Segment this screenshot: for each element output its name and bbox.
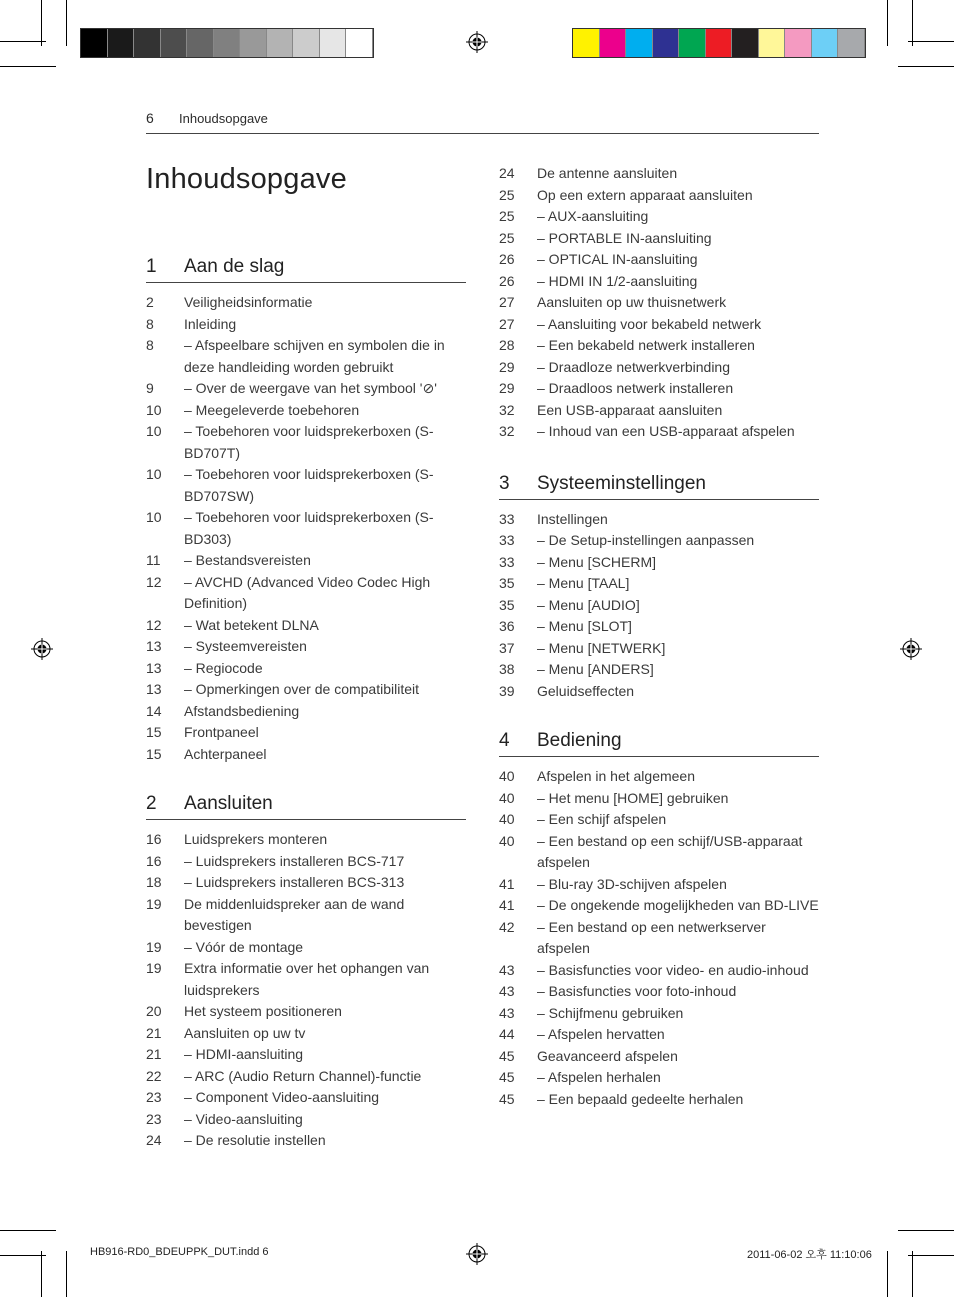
toc-entry-text: Afstandsbediening <box>184 702 300 719</box>
toc-entry-text: – Component Video-aansluiting <box>184 1089 380 1105</box>
crop-mark <box>66 0 67 46</box>
color-swatch <box>108 29 135 57</box>
toc-entry <box>146 872 466 894</box>
section-title: Aansluiten <box>184 793 273 814</box>
toc-page-number: 37 <box>499 639 515 656</box>
toc-entry <box>146 851 466 873</box>
toc-page-number: 26 <box>499 251 515 267</box>
toc-entry <box>499 552 819 574</box>
toc-page-number: 10 <box>146 423 162 439</box>
toc-entry <box>499 335 819 357</box>
toc-entry-text: Inleiding <box>184 315 237 332</box>
color-swatch <box>785 29 812 57</box>
toc-entry-text: – Bestandsvereisten <box>184 552 311 568</box>
toc-entry <box>499 1046 819 1068</box>
toc-page-number: 2 <box>146 294 154 310</box>
crop-mark <box>41 1251 42 1297</box>
toc-entry-text: – Een schijf afspelen <box>537 811 667 827</box>
toc-page-number: 8 <box>146 315 154 332</box>
toc-page-number: 40 <box>499 811 515 827</box>
toc-entry-text: – Draadloze netwerkverbinding <box>537 358 730 375</box>
toc-entry-text: – Inhoud van een USB-apparaat afspelen <box>537 423 795 439</box>
toc-entry <box>499 292 819 314</box>
toc-entry-text: – Aansluiting voor bekabeld netwerk <box>537 315 762 332</box>
toc-entry-text: – Opmerkingen over de compatibiliteit <box>184 681 420 697</box>
color-swatch <box>653 29 680 57</box>
toc-page-number: 40 <box>499 768 515 784</box>
toc-section <box>146 256 466 765</box>
toc-entry-text: – Afspelen herhalen <box>537 1069 661 1085</box>
toc-page-number: 14 <box>146 702 162 719</box>
toc-entry <box>146 292 466 314</box>
toc-entry <box>146 658 466 680</box>
toc-entry-text: – Toebehoren voor luidsprekerboxen (S-BD303) <box>184 509 434 547</box>
section-title: Bediening <box>537 730 622 751</box>
toc-entry <box>499 1067 819 1089</box>
toc-page-number: 42 <box>499 918 515 935</box>
crop-mark <box>887 1251 888 1297</box>
toc-entry-text: – Vóór de montage <box>184 938 304 955</box>
crop-mark <box>0 66 56 67</box>
section-title: Systeeminstellingen <box>537 472 706 494</box>
toc-entry-text: – Een bepaald gedeelte herhalen <box>537 1090 744 1107</box>
toc-page-number: 45 <box>499 1047 515 1064</box>
color-swatch <box>320 29 347 57</box>
toc-entry-list <box>499 509 819 703</box>
toc-entry-text: Geluidseffecten <box>537 682 635 699</box>
toc-page-number: 16 <box>146 831 162 847</box>
toc-entry <box>499 981 819 1003</box>
toc-entry <box>146 1130 466 1152</box>
toc-page-number: 21 <box>146 1046 162 1062</box>
toc-entry-text: – Een bekabeld netwerk installeren <box>537 337 755 353</box>
toc-page-number: 19 <box>146 938 162 955</box>
section-heading <box>146 793 466 820</box>
color-swatch <box>706 29 733 57</box>
toc-entry <box>499 766 819 788</box>
color-swatch <box>134 29 161 57</box>
toc-entry-text: – Afspelen hervatten <box>537 1026 665 1042</box>
toc-entry-text: Luidsprekers monteren <box>184 831 328 847</box>
toc-entry-text: Frontpaneel <box>184 724 259 740</box>
color-swatch <box>600 29 627 57</box>
toc-entry-text: Afspelen in het algemeen <box>537 768 695 784</box>
toc-entry <box>499 163 819 185</box>
toc-section <box>499 730 819 1110</box>
toc-entry-text: – Toebehoren voor luidsprekerboxen (S-BD707SW) <box>184 466 434 504</box>
toc-entry-text: – Menu [NETWERK] <box>537 639 666 656</box>
section-number: 2 <box>146 793 157 814</box>
toc-entry <box>499 530 819 552</box>
toc-page-number: 15 <box>146 724 162 740</box>
toc-page-number: 15 <box>146 745 162 762</box>
toc-entry <box>499 400 819 422</box>
toc-entry-text: – HDMI IN 1/2-aansluiting <box>537 272 698 289</box>
color-swatch <box>187 29 214 57</box>
toc-page-number: 32 <box>499 401 515 418</box>
color-swatch <box>838 29 865 57</box>
toc-entry <box>146 1087 466 1109</box>
toc-page-number: 29 <box>499 358 515 375</box>
toc-entry-text: – De Setup-instellingen aanpassen <box>537 532 755 548</box>
toc-entry-text: – Toebehoren voor luidsprekerboxen (S-BD707T) <box>184 423 434 461</box>
toc-entry-list <box>499 766 819 1110</box>
toc-entry-text: – Regiocode <box>184 659 263 676</box>
toc-entry <box>146 314 466 336</box>
color-swatch <box>293 29 320 57</box>
toc-entry-text: De middenluidspreker aan de wand bevestigen <box>184 895 405 933</box>
toc-entry <box>146 615 466 637</box>
toc-entry <box>499 271 819 293</box>
toc-entry-text: – Blu-ray 3D-schijven afspelen <box>537 875 727 892</box>
crop-mark <box>0 41 46 42</box>
toc-entry-text: Veiligheidsinformatie <box>184 294 313 310</box>
toc-entry <box>499 573 819 595</box>
registration-crosshair-icon <box>900 638 922 660</box>
toc-entry <box>499 616 819 638</box>
toc-page-number: 21 <box>146 1024 162 1041</box>
toc-entry <box>146 679 466 701</box>
section-number: 3 <box>499 472 510 494</box>
toc-right-column <box>499 163 819 1138</box>
toc-page-number: 26 <box>499 272 515 289</box>
toc-page-number: 44 <box>499 1026 515 1042</box>
toc-page-number: 27 <box>499 315 515 332</box>
toc-entry <box>146 421 466 464</box>
toc-entry <box>146 550 466 572</box>
toc-page-number: 11 <box>146 552 161 568</box>
toc-page-number: 29 <box>499 380 515 396</box>
toc-page-number: 9 <box>146 380 154 396</box>
toc-entry <box>146 636 466 658</box>
toc-entry <box>499 314 819 336</box>
toc-page-number: 32 <box>499 423 515 439</box>
toc-entry <box>146 1044 466 1066</box>
color-swatch <box>81 29 108 57</box>
footer-timestamp: 2011-06-02 오후 11:10:06 <box>747 1249 872 1261</box>
toc-entry <box>146 829 466 851</box>
toc-page-number: 19 <box>146 960 162 976</box>
toc-entry-text: – Draadloos netwerk installeren <box>537 380 734 396</box>
toc-entry <box>146 335 466 378</box>
toc-entry-text: – Een bestand op een schijf/USB-apparaat afspelen <box>537 832 803 870</box>
toc-entry <box>146 958 466 1001</box>
toc-page-number: 43 <box>499 1004 515 1021</box>
toc-entry-text: Op een extern apparaat aansluiten <box>537 186 753 203</box>
toc-entry <box>146 744 466 766</box>
crop-mark <box>908 1255 954 1256</box>
toc-page-number: 25 <box>499 186 515 203</box>
toc-entry-text: – De resolutie instellen <box>184 1132 326 1148</box>
crop-mark <box>41 0 42 46</box>
section-number: 4 <box>499 730 510 751</box>
color-swatch <box>626 29 653 57</box>
toc-entry-text: – Luidsprekers installeren BCS-717 <box>184 852 405 869</box>
toc-page-number: 20 <box>146 1003 162 1019</box>
toc-entry-list <box>146 829 466 1152</box>
toc-page-number: 40 <box>499 832 515 849</box>
toc-entry <box>499 421 819 443</box>
toc-entry <box>499 228 819 250</box>
toc-entry-text: – Wat betekent DLNA <box>184 616 319 633</box>
toc-entry <box>146 1109 466 1131</box>
toc-entry-text: – Een bestand op een netwerkserver afspelen <box>537 918 766 956</box>
crop-mark <box>898 1230 954 1231</box>
color-swatch <box>240 29 267 57</box>
toc-entry <box>146 1023 466 1045</box>
section-title: Aan de slag <box>184 256 285 277</box>
toc-entry <box>499 509 819 531</box>
section-heading <box>499 473 819 500</box>
crop-mark <box>912 1251 913 1297</box>
toc-page-number: 10 <box>146 466 162 482</box>
toc-entry-text: – Systeemvereisten <box>184 638 307 654</box>
toc-entry <box>499 659 819 681</box>
toc-page-number: 27 <box>499 294 515 310</box>
toc-entry-text: – ARC (Audio Return Channel)-functie <box>184 1067 422 1084</box>
toc-entry-text: – Video-aansluiting <box>184 1110 303 1127</box>
toc-page-number: 43 <box>499 983 515 999</box>
toc-page-number: 45 <box>499 1090 515 1107</box>
toc-entry <box>146 464 466 507</box>
toc-page-number: 45 <box>499 1069 515 1085</box>
toc-entry <box>499 874 819 896</box>
color-swatch <box>346 29 373 57</box>
toc-page-number: 43 <box>499 961 515 978</box>
toc-entry-text: Extra informatie over het ophangen van luidsprekers <box>184 960 430 998</box>
toc-page-number: 24 <box>499 165 515 181</box>
toc-page-number: 24 <box>146 1132 162 1148</box>
toc-entry-text: Een USB-apparaat aansluiten <box>537 401 723 418</box>
toc-entry-list <box>499 163 819 443</box>
toc-entry-text: Aansluiten op uw thuisnetwerk <box>537 294 727 310</box>
toc-section <box>499 473 819 703</box>
toc-page-number: 35 <box>499 596 515 613</box>
toc-page-number: 22 <box>146 1067 162 1084</box>
toc-page-number: 35 <box>499 575 515 591</box>
color-bar <box>572 28 866 58</box>
toc-entry <box>499 681 819 703</box>
toc-entry-text: – De ongekende mogelijkheden van BD-LIVE <box>537 897 819 913</box>
toc-entry-list <box>146 292 466 765</box>
toc-entry-text: – Menu [SLOT] <box>537 618 632 634</box>
crop-mark <box>898 66 954 67</box>
crop-mark <box>912 0 913 46</box>
section-heading <box>146 256 466 283</box>
toc-left-column <box>146 256 466 1180</box>
toc-entry <box>146 1066 466 1088</box>
registration-crosshair-icon <box>466 1243 488 1265</box>
toc-entry-text: – HDMI-aansluiting <box>184 1046 304 1062</box>
toc-entry <box>499 357 819 379</box>
grayscale-bar <box>80 28 374 58</box>
toc-page-number: 41 <box>499 875 515 892</box>
running-title: Inhoudsopgave <box>179 111 268 126</box>
toc-page-number: 36 <box>499 618 515 634</box>
toc-page-number: 12 <box>146 616 162 633</box>
toc-page-number: 8 <box>146 337 154 353</box>
toc-page-number: 18 <box>146 874 162 890</box>
toc-page-number: 10 <box>146 509 162 525</box>
section-number: 1 <box>146 256 157 277</box>
color-swatch <box>573 29 600 57</box>
toc-page-number: 28 <box>499 337 515 353</box>
toc-entry-text: – Het menu [HOME] gebruiken <box>537 789 729 806</box>
toc-page-number: 19 <box>146 895 162 912</box>
toc-entry <box>146 1001 466 1023</box>
toc-entry <box>499 595 819 617</box>
toc-page-number: 12 <box>146 573 162 590</box>
toc-entry <box>499 378 819 400</box>
toc-entry <box>499 809 819 831</box>
toc-entry <box>499 831 819 874</box>
toc-page-number: 33 <box>499 510 515 527</box>
toc-entry-text: – PORTABLE IN-aansluiting <box>537 229 712 246</box>
toc-entry <box>146 507 466 550</box>
toc-entry <box>146 894 466 937</box>
toc-page-number: 16 <box>146 852 162 869</box>
color-swatch <box>812 29 839 57</box>
toc-entry-text: – Menu [SCHERM] <box>537 553 657 570</box>
registration-crosshair-icon <box>466 31 488 53</box>
toc-page-number: 41 <box>499 897 515 913</box>
toc-entry <box>146 572 466 615</box>
section-heading <box>499 730 819 757</box>
toc-entry-text: Aansluiten op uw tv <box>184 1024 306 1041</box>
toc-entry-text: Instellingen <box>537 510 608 527</box>
toc-entry-text: Geavanceerd afspelen <box>537 1047 678 1064</box>
toc-entry <box>146 378 466 400</box>
toc-entry <box>146 701 466 723</box>
registration-crosshair-icon <box>31 638 53 660</box>
toc-entry <box>146 722 466 744</box>
footer-filename: HB916-RD0_BDEUPPK_DUT.indd 6 <box>90 1246 269 1258</box>
toc-entry <box>146 400 466 422</box>
toc-entry-text: – Menu [AUDIO] <box>537 596 640 613</box>
toc-page-number: 13 <box>146 681 162 697</box>
color-swatch <box>161 29 188 57</box>
crop-mark <box>908 41 954 42</box>
toc-entry <box>499 638 819 660</box>
toc-entry <box>499 1089 819 1111</box>
toc-entry-text: – Over de weergave van het symbool '⊘' <box>184 380 437 396</box>
color-swatch <box>267 29 294 57</box>
toc-page-number: 25 <box>499 208 515 224</box>
crop-mark <box>66 1251 67 1297</box>
header-rule <box>146 133 819 134</box>
color-swatch <box>679 29 706 57</box>
page-title: Inhoudsopgave <box>146 163 347 195</box>
toc-page-number: 23 <box>146 1089 162 1105</box>
toc-entry <box>499 895 819 917</box>
toc-page-number: 23 <box>146 1110 162 1127</box>
toc-entry <box>499 206 819 228</box>
toc-page-number: 13 <box>146 659 162 676</box>
toc-entry <box>499 1024 819 1046</box>
toc-entry-text: – OPTICAL IN-aansluiting <box>537 251 698 267</box>
toc-entry-text: – Luidsprekers installeren BCS-313 <box>184 874 405 890</box>
toc-entry-text: – Meegeleverde toebehoren <box>184 401 360 418</box>
toc-page-number: 38 <box>499 661 515 677</box>
toc-entry-text: Achterpaneel <box>184 745 267 762</box>
crop-mark <box>0 1255 46 1256</box>
toc-entry-text: – Schijfmenu gebruiken <box>537 1004 684 1021</box>
toc-entry-text: – AUX-aansluiting <box>537 208 649 224</box>
toc-entry <box>499 917 819 960</box>
toc-page-number: 10 <box>146 401 162 418</box>
crop-mark <box>887 0 888 46</box>
toc-page-number: 39 <box>499 682 515 699</box>
toc-entry-text: – Menu [ANDERS] <box>537 661 654 677</box>
toc-entry <box>499 788 819 810</box>
toc-entry-text: – Basisfuncties voor video- en audio-inhoud <box>537 961 809 978</box>
toc-entry <box>499 1003 819 1025</box>
toc-page-number: 25 <box>499 229 515 246</box>
toc-entry <box>499 960 819 982</box>
toc-entry-text: De antenne aansluiten <box>537 165 678 181</box>
toc-page-number: 33 <box>499 532 515 548</box>
toc-entry <box>146 937 466 959</box>
toc-entry-text: – Basisfuncties voor foto-inhoud <box>537 983 737 999</box>
toc-page-number: 40 <box>499 789 515 806</box>
toc-entry-text: Het systeem positioneren <box>184 1003 342 1019</box>
toc-entry <box>499 249 819 271</box>
toc-entry-text: – Afspeelbare schijven en symbolen die in deze handleiding worden gebruikt <box>184 337 445 375</box>
color-swatch <box>732 29 759 57</box>
toc-entry <box>499 185 819 207</box>
page-number: 6 <box>146 110 154 126</box>
toc-entry-text: – Menu [TAAL] <box>537 575 630 591</box>
color-swatch <box>759 29 786 57</box>
crop-mark <box>0 1230 56 1231</box>
color-swatch <box>214 29 241 57</box>
toc-section <box>146 793 466 1152</box>
toc-page-number: 13 <box>146 638 162 654</box>
toc-page-number: 33 <box>499 553 515 570</box>
toc-entry-text: – AVCHD (Advanced Video Codec High Definition) <box>184 573 431 611</box>
